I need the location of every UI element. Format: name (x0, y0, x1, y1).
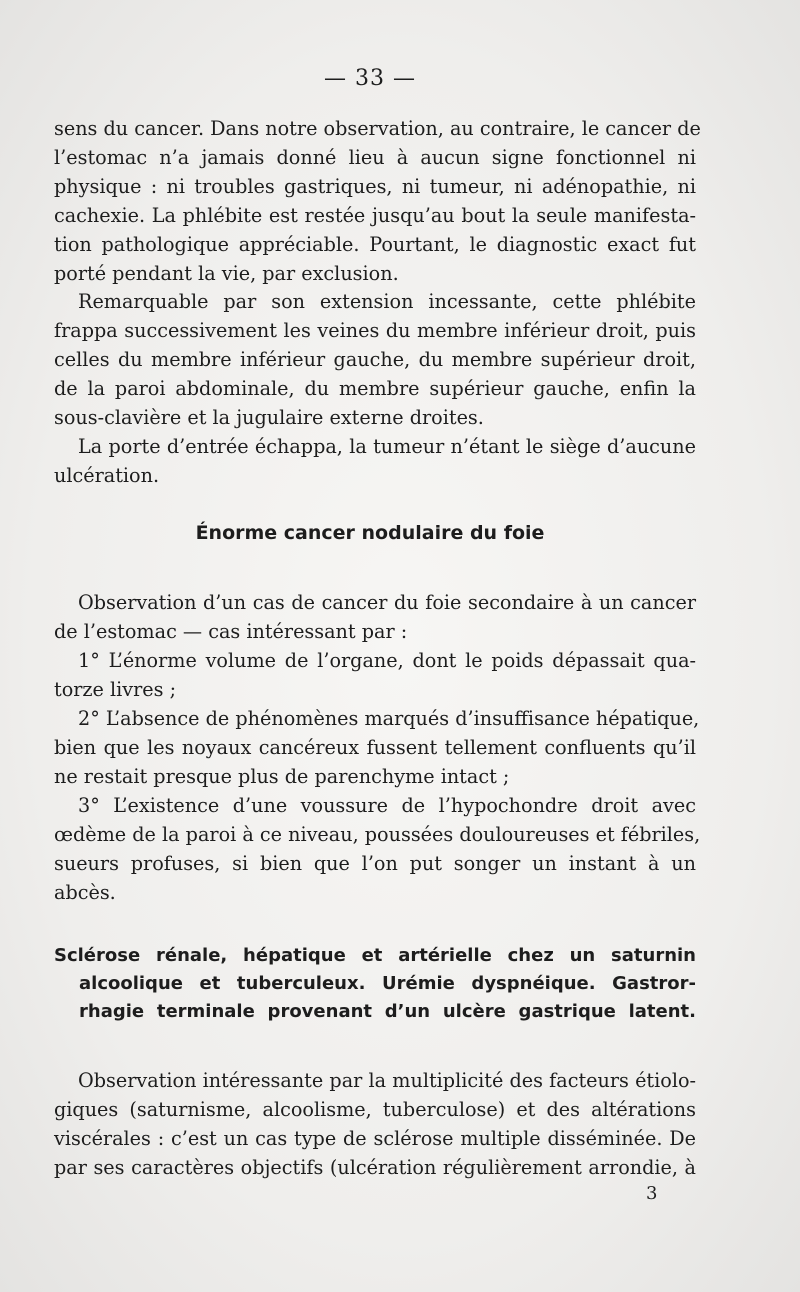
heading-line: rhagie terminale provenant d’un ulcère gastrique latent. (79, 1001, 696, 1022)
text-line: de l’estomac — cas intéressant par : (54, 620, 408, 643)
paragraph-2 (54, 287, 696, 432)
text-line: Observation intéressante par la multiplicité des facteurs étiolo- (78, 1069, 696, 1092)
text-line: frappa successivement les veines du membre inférieur droit, puis (54, 319, 696, 342)
section-heading-sclerosis (54, 942, 696, 1026)
paragraph-4 (54, 588, 696, 646)
text-line: ulcération. (54, 464, 160, 487)
signature-mark: 3 (646, 1183, 658, 1204)
section-heading-liver-cancer: Énorme cancer nodulaire du foie (195, 522, 545, 544)
heading-line: Sclérose rénale, hépatique et artérielle chez un saturnin (54, 945, 696, 966)
paragraph-5 (54, 1066, 696, 1182)
paragraph-1 (54, 114, 701, 288)
paragraph-3 (54, 432, 696, 490)
text-line: Observation d’un cas de cancer du foie secondaire à un cancer (78, 591, 696, 614)
list-item-1 (54, 646, 696, 704)
heading-line: alcoolique et tuberculeux. Urémie dyspnéique. Gastror- (79, 973, 696, 994)
text-line: bien que les noyaux cancéreux fussent tellement confluents qu’il (54, 736, 696, 759)
text-line: sens du cancer. Dans notre observation, au contraire, le cancer de (54, 117, 701, 140)
text-line: 3° L’existence d’une voussure de l’hypochondre droit avec (78, 794, 696, 817)
text-line: ne restait presque plus de parenchyme intact ; (54, 765, 510, 788)
text-line: cachexie. La phlébite est restée jusqu’au bout la seule manifesta- (54, 204, 696, 227)
text-line: l’estomac n’a jamais donné lieu à aucun signe fonctionnel ni (54, 146, 696, 169)
text-line: 2° L’absence de phénomènes marqués d’insuffisance hépatique, (78, 707, 700, 730)
text-line: torze livres ; (54, 678, 177, 701)
text-line: Remarquable par son extension incessante, cette phlébite (78, 290, 696, 313)
text-line: de la paroi abdominale, du membre supérieur gauche, enfin la (54, 377, 696, 400)
text-line: œdème de la paroi à ce niveau, poussées douloureuses et fébriles, (54, 823, 701, 846)
text-line: par ses caractères objectifs (ulcération régulièrement arrondie, à (54, 1156, 696, 1179)
text-line: La porte d’entrée échappa, la tumeur n’étant le siège d’aucune (78, 435, 696, 458)
text-line: celles du membre inférieur gauche, du membre supérieur droit, (54, 348, 696, 371)
text-line: 1° L’énorme volume de l’organe, dont le poids dépassait qua- (78, 649, 696, 672)
text-line: tion pathologique appréciable. Pourtant, le diagnostic exact fut (54, 233, 696, 256)
text-line: porté pendant la vie, par exclusion. (54, 262, 399, 285)
text-line: abcès. (54, 881, 116, 904)
text-line: physique : ni troubles gastriques, ni tumeur, ni adénopathie, ni (54, 175, 696, 198)
text-line: sous-clavière et la jugulaire externe droites. (54, 406, 484, 429)
text-line: viscérales : c’est un cas type de sclérose multiple disséminée. De (54, 1127, 696, 1150)
text-line: sueurs profuses, si bien que l’on put songer un instant à un (54, 852, 696, 875)
page-number: — 33 — (324, 66, 416, 91)
list-item-2 (54, 704, 700, 791)
list-item-3 (54, 791, 701, 907)
text-line: giques (saturnisme, alcoolisme, tuberculose) et des altérations (54, 1098, 696, 1121)
